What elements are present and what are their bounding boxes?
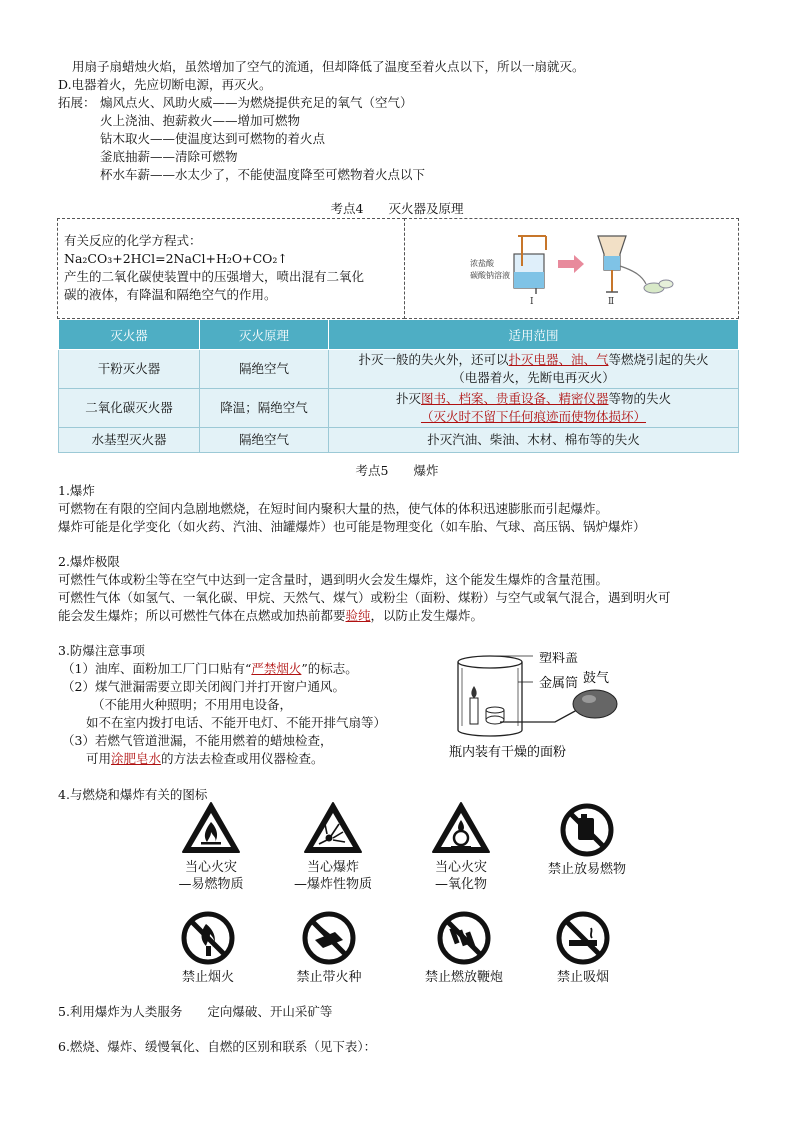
precaution-item: （不能用火种照明；不用用电设备， <box>92 697 293 712</box>
section-4-title: 考点4 灭火器及原理 <box>330 201 464 216</box>
extinguisher-name: 干粉灭火器 <box>59 350 200 389</box>
heading-signs: 4.与燃烧和爆炸有关的图标 <box>58 787 208 802</box>
table-header: 灭火器 <box>59 320 200 350</box>
heading-comparison: 6.燃烧、爆炸、缓慢氧化、自燃的区别和联系（见下表）： <box>58 1039 377 1054</box>
acid-label: 浓盐酸 <box>470 259 494 268</box>
sign-fire-flammable: 当心火灾 —易燃物质 <box>168 800 254 893</box>
sign-no-flammables: 禁止放易燃物 <box>537 802 637 878</box>
paragraph: 可燃性气体（如氢气、一氧化碳、甲烷、天然气、煤气）或粉尘（面粉、煤粉）与空气或氧气混合，遇到明火可 <box>58 590 671 605</box>
heading-use-of-explosion: 5.利用爆炸为人类服务 定向爆破、开山采矿等 <box>58 1004 333 1019</box>
top-line-1: 用扇子扇蜡烛火焰，虽然增加了空气的流通，但却降低了温度至着火点以下，所以一扇就灭。 <box>72 59 585 74</box>
sign-no-fire: 禁止烟火 <box>168 910 248 986</box>
flask-label-1: Ⅰ <box>530 297 534 307</box>
no-flammables-icon <box>559 802 615 858</box>
sign-no-kindling: 禁止带火种 <box>286 910 372 986</box>
paragraph: 能会发生爆炸；所以可燃性气体在点燃或加热前都要验纯，以防止发生爆炸。 <box>58 608 484 623</box>
solution-label: 碳酸钠溶液 <box>470 271 510 280</box>
lid-label: 塑料盖 <box>539 652 579 666</box>
paragraph: 爆炸可能是化学变化（如火药、汽油、油罐爆炸）也可能是物理变化（如车胎、气球、高压锅、锅炉爆炸） <box>58 519 646 534</box>
extension-item: 杯水车薪——水太少了，不能使温度降至可燃物着火点以下 <box>100 167 426 182</box>
warning-explosive-icon <box>303 800 363 856</box>
extinguisher-principle: 降温；隔绝空气 <box>200 389 329 428</box>
precaution-item: （2）煤气泄漏需要立即关闭阀门并打开窗户通风。 <box>62 679 345 694</box>
paragraph: 可燃物在有限的空间内急剧地燃烧，在短时间内聚积大量的热，使气体的体积迅速膨胀而引起爆炸。 <box>58 501 609 516</box>
sign-oxidizer: 当心火灾 —氧化物 <box>418 800 504 893</box>
heading-explosion: 1.爆炸 <box>58 483 95 498</box>
heading-explosion-limit: 2.爆炸极限 <box>58 554 120 569</box>
extension-item: 钻木取火——使温度达到可燃物的着火点 <box>100 131 326 146</box>
top-line-2: D.电器着火，先应切断电源，再灭火。 <box>58 77 272 92</box>
sign-no-smoking: 禁止吸烟 <box>540 910 626 986</box>
flask-label-2: Ⅱ <box>608 297 615 307</box>
equation-desc: 产生的二氧化碳使装置中的压强增大，喷出混有二氧化 <box>64 269 365 284</box>
equation-desc: 碳的液体，有降温和隔绝空气的作用。 <box>64 287 277 302</box>
sign-explosive: 当心爆炸 —爆炸性物质 <box>283 800 383 893</box>
extinguisher-scope: 扑灭汽油、柴油、木材、棉布等的失火 <box>329 428 739 453</box>
no-firecrackers-icon <box>436 910 492 966</box>
precaution-item: 如不在室内拨打电话、不能开电灯、不能开排气扇等） <box>86 715 387 730</box>
can-label: 金属筒 <box>539 676 579 691</box>
apparatus-caption: 瓶内装有干燥的面粉 <box>449 745 567 760</box>
section-5-title: 考点5 爆炸 <box>355 463 439 478</box>
extinguisher-scope: 扑灭图书、档案、贵重设备、精密仪器等物的失火 （灭火时不留下任何痕迹而使物体损坏） <box>329 389 739 428</box>
precaution-item: 可用涂肥皂水的方法去检查或用仪器检查。 <box>86 751 324 766</box>
extension-item: 釜底抽薪——清除可燃物 <box>100 149 238 164</box>
heading-precautions: 3.防爆注意事项 <box>58 643 145 658</box>
equation-intro: 有关反应的化学方程式： <box>64 233 202 248</box>
sign-no-firecrackers: 禁止燃放鞭炮 <box>414 910 514 986</box>
table-row <box>59 389 739 428</box>
extinguisher-principle-figure <box>470 226 690 308</box>
table-header: 适用范围 <box>329 320 739 350</box>
no-smoking-icon <box>555 910 611 966</box>
warning-flammable-icon <box>181 800 241 856</box>
extinguisher-table <box>58 319 739 453</box>
table-row <box>59 428 739 453</box>
table-header-row <box>59 320 739 350</box>
no-open-flame-icon <box>180 910 236 966</box>
extinguisher-name: 二氧化碳灭火器 <box>59 389 200 428</box>
extinguisher-principle: 隔绝空气 <box>200 428 329 453</box>
no-kindling-icon <box>301 910 357 966</box>
precaution-item: （3）若燃气管道泄漏，不能用燃着的蜡烛检查， <box>62 733 333 748</box>
precaution-item: （1）油库、面粉加工厂门口贴有“严禁烟火”的标志。 <box>62 661 358 676</box>
extinguisher-principle: 隔绝空气 <box>200 350 329 389</box>
extension-item: 煽风点火、风助火威——为燃烧提供充足的氧气（空气） <box>100 95 413 110</box>
chemical-equation: Na₂CO₃+2HCl=2NaCl+H₂O+CO₂↑ <box>64 251 288 266</box>
extinguisher-name: 水基型灭火器 <box>59 428 200 453</box>
extension-label: 拓展： <box>58 95 96 110</box>
table-row <box>59 350 739 389</box>
paragraph: 可燃性气体或粉尘等在空气中达到一定含量时，遇到明火会发生爆炸，这个能发生爆炸的含量范围。 <box>58 572 609 587</box>
warning-oxidizer-icon <box>431 800 491 856</box>
dust-explosion-apparatus <box>445 652 675 764</box>
bellows-label: 鼓气 <box>583 671 610 686</box>
table-header: 灭火原理 <box>200 320 329 350</box>
extension-item: 火上浇油、抱薪救火——增加可燃物 <box>100 113 301 128</box>
extinguisher-scope: 扑灭一般的失火外，还可以扑灭电器、油、气等燃烧引起的失火 （电器着火，先断电再灭火） <box>329 350 739 389</box>
